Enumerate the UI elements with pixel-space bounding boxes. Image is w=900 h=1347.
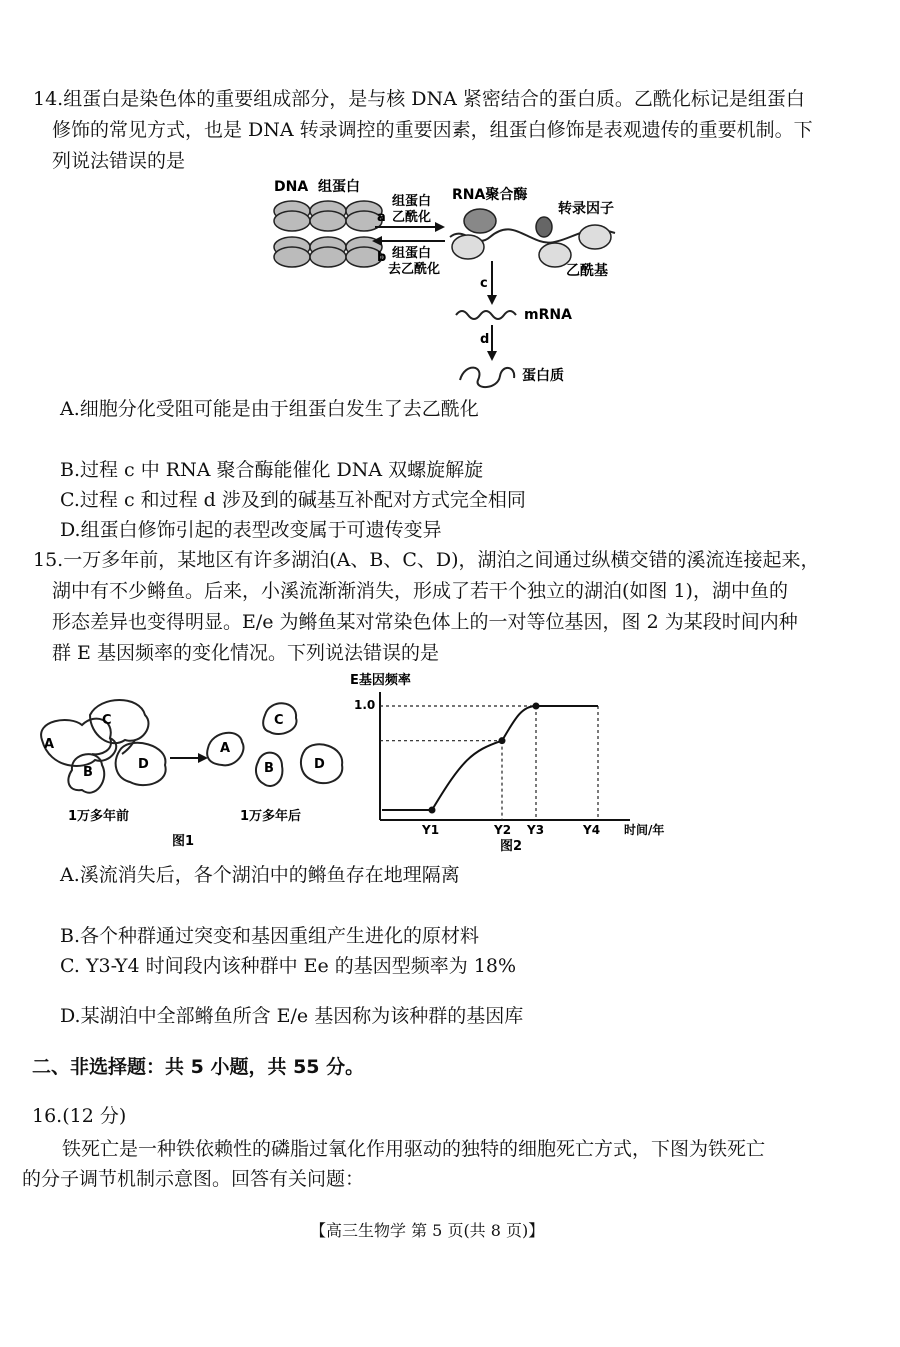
figure-2-chart [340,672,720,854]
q14-stem-line-3: 列说法错误的是 [52,150,186,172]
page-footer: 【高三生物学 第 5 页(共 8 页)】 [310,1221,545,1240]
chart-y-axis-label: E基因频率 [350,673,411,688]
lake-c-before: C [102,713,112,728]
q15-stem-line-3: 形态差异也变得明显。E/e 为鳉鱼某对常染色体上的一对等位基因，图 2 为某段时间内种 [52,611,798,633]
figure-2-caption: 图2 [500,839,523,854]
chart-x-axis-label: 时间/年 [624,823,665,837]
protein-shape [460,368,514,387]
mrna-strand [456,311,516,319]
transcription-factor [536,217,552,237]
arrow-a-label: a [377,210,386,225]
mrna-label: mRNA [524,307,572,323]
step-d-label: d [480,332,490,347]
q15-stem-line-1: 15.一万多年前，某地区有许多湖泊(A、B、C、D)，湖泊之间通过纵横交错的溪流连接起来， [33,549,820,571]
chart-x-tick-y1: Y1 [422,823,440,837]
figure-1-lakes [30,690,370,850]
q15-option-d: D.某湖泊中全部鳉鱼所含 E/e 基因称为该种群的基因库 [60,1005,524,1027]
q16-number: 16.(12 分) [32,1105,127,1127]
q15-stem-line-2: 湖中有不少鳉鱼。后来，小溪流渐渐消失，形成了若干个独立的湖泊(如图 1)，湖中鱼的 [52,580,788,602]
chart-x-tick-y4: Y4 [583,823,601,837]
acetyl-label: 乙酰基 [566,263,608,279]
lake-c-after: C [274,713,284,728]
data-point-y3 [533,703,540,710]
q16-stem-line-1: 铁死亡是一种铁依赖性的磷脂过氧化作用驱动的独特的细胞死亡方式，下图为铁死亡 [62,1138,766,1160]
q14-option-b: B.过程 c 中 RNA 聚合酶能催化 DNA 双螺旋解旋 [60,459,484,481]
deacetylation-label-2: 去乙酰化 [388,262,441,277]
q15-option-a: A.溪流消失后，各个湖泊中的鳉鱼存在地理隔离 [60,864,460,886]
lake-a-after: A [220,741,231,756]
before-label: 1万多年前 [68,809,130,824]
chart-x-tick-y2: Y2 [494,823,512,837]
data-point-y2 [499,737,506,744]
lake-a-before: A [44,737,55,752]
lake-d-before: D [138,757,149,772]
acetylation-label-1: 组蛋白 [392,194,432,209]
lake-b-before: B [83,765,93,780]
q14-stem-line-1: 14.组蛋白是染色体的重要组成部分，是与核 DNA 紧密结合的蛋白质。乙酰化标记是组蛋白 [33,88,805,110]
dna-label: DNA [274,179,309,195]
q15-option-b: B.各个种群通过突变和基因重组产生进化的原材料 [60,925,480,947]
lake-d-after: D [314,757,325,772]
q14-stem-line-2: 修饰的常见方式，也是 DNA 转录调控的重要因素，组蛋白修饰是表观遗传的重要机制。下 [52,119,813,141]
step-c-label: c [480,276,488,291]
q14-option-c: C.过程 c 和过程 d 涉及到的碱基互补配对方式完全相同 [60,489,526,511]
after-label: 1万多年后 [240,809,302,824]
section-2-heading: 二、非选择题：共 5 小题，共 55 分。 [32,1056,365,1078]
q15-stem-line-4: 群 E 基因频率的变化情况。下列说法错误的是 [52,642,439,664]
data-point-y1 [429,807,436,814]
q14-option-a: A.细胞分化受阻可能是由于组蛋白发生了去乙酰化 [60,398,479,420]
chart-x-tick-y3: Y3 [527,823,545,837]
transcription-factor-label: 转录因子 [558,201,614,217]
lake-b-after: B [264,761,274,776]
rna-polymerase [464,209,496,233]
e-frequency-series-line [382,706,598,810]
figure-1-caption: 图1 [172,834,195,849]
histone-label: 组蛋白 [318,179,360,195]
q14-option-d: D.组蛋白修饰引起的表型改变属于可遗传变异 [60,519,442,541]
deacetylation-label-1: 组蛋白 [392,246,432,261]
rna-polymerase-label: RNA聚合酶 [452,187,528,203]
arrow-b-label: b [377,250,387,265]
histone-acetylation-diagram [270,175,630,395]
acetylation-label-2: 乙酰化 [392,210,432,225]
compact-chromatin [274,201,382,267]
q16-stem-line-2: 的分子调节机制示意图。回答有关问题： [22,1168,365,1190]
chart-y-tick-1: 1.0 [354,698,376,712]
q15-option-c: C. Y3-Y4 时间段内该种群中 Ee 的基因型频率为 18% [60,955,517,977]
protein-label: 蛋白质 [522,368,564,384]
